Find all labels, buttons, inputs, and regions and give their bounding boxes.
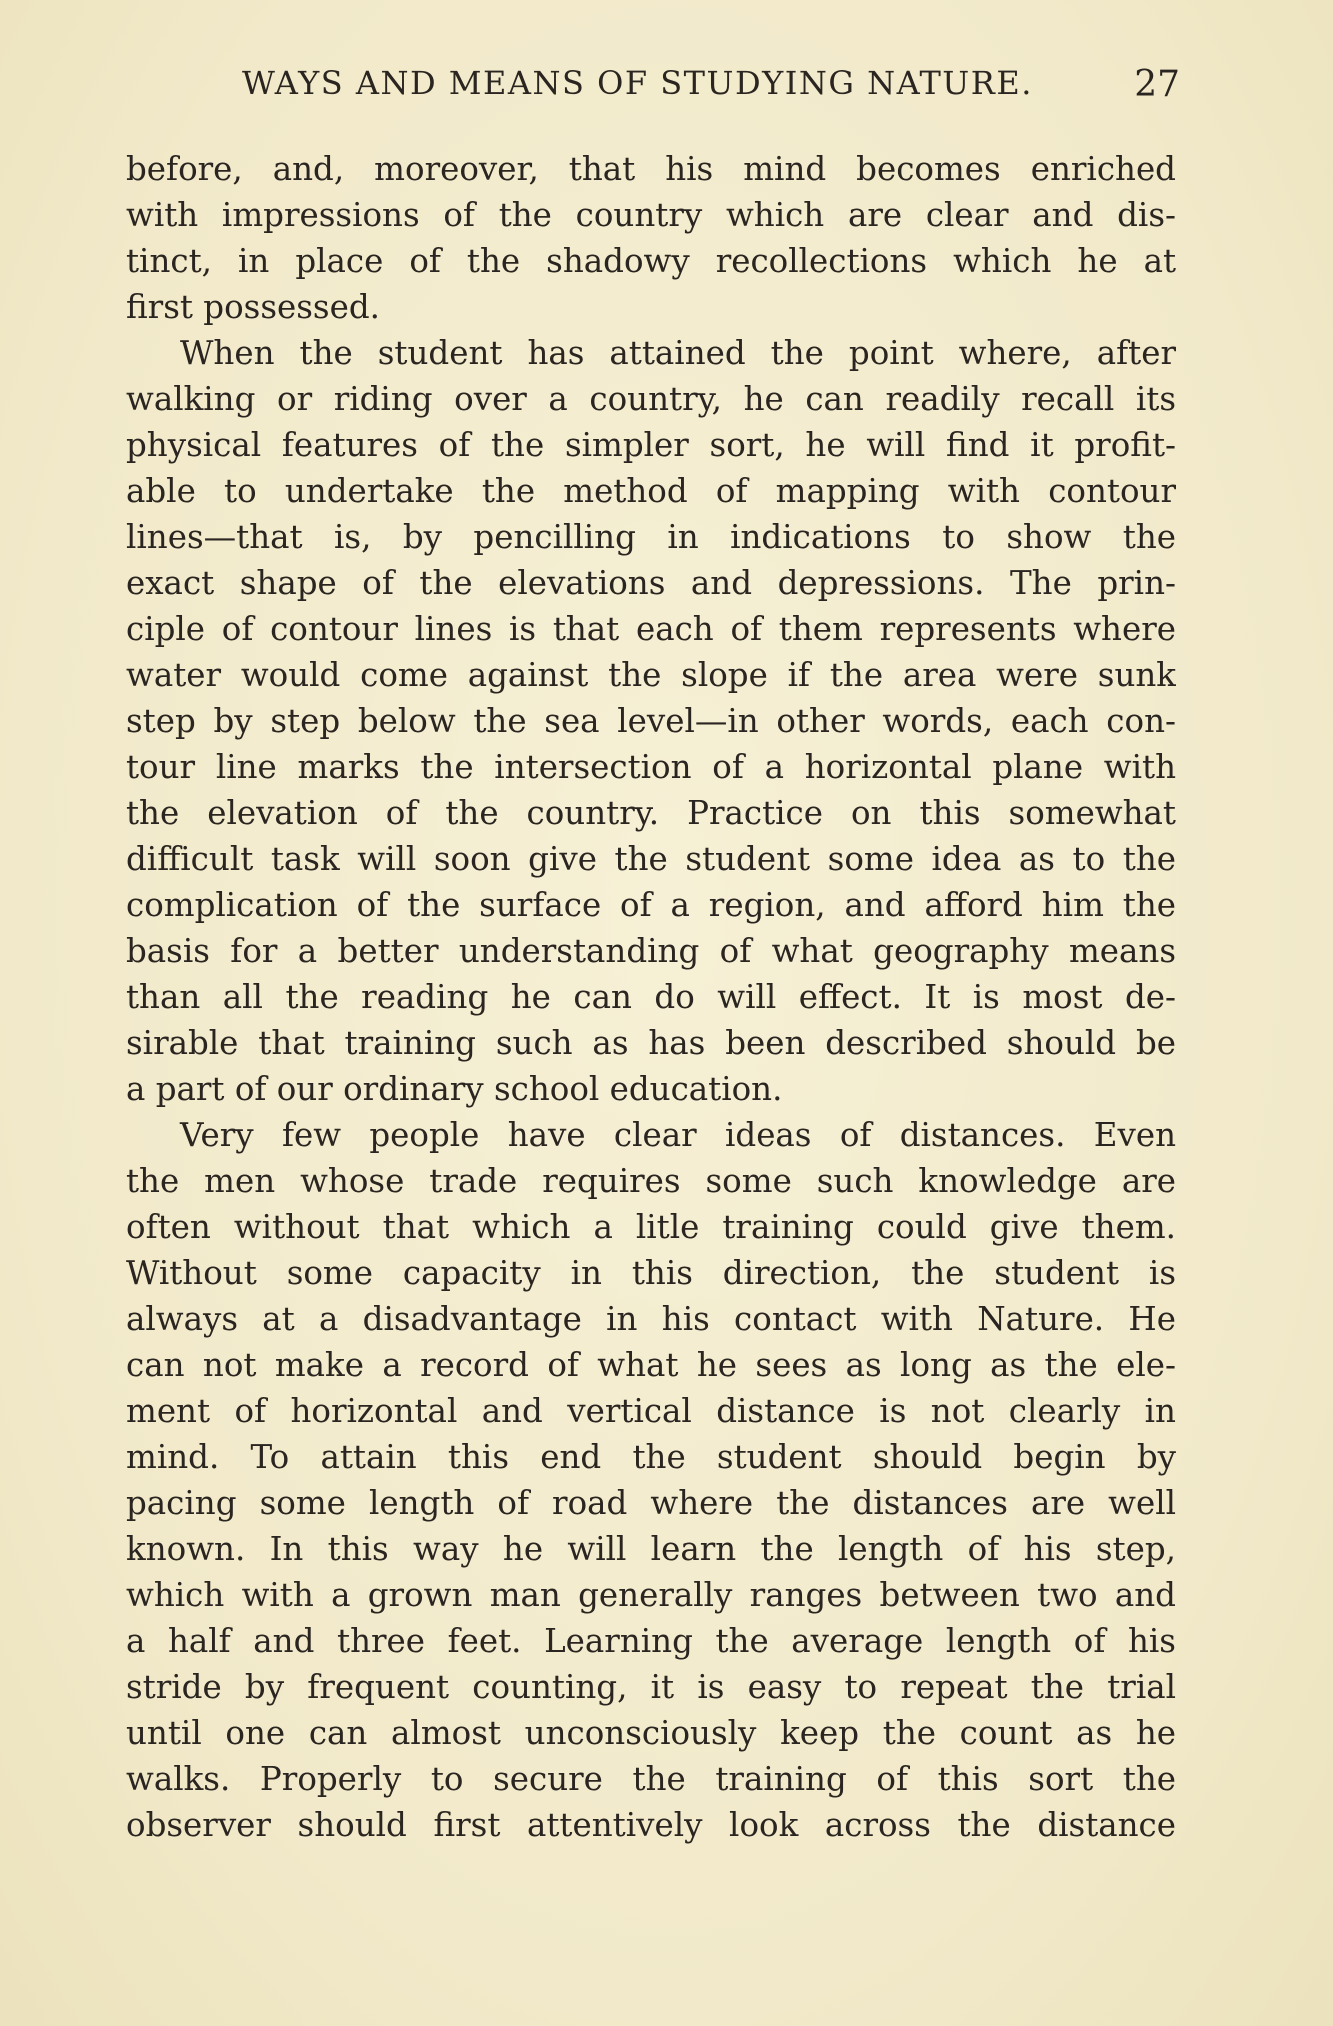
text-line: than all the reading he can do will effect. It is most de- <box>126 978 1176 1016</box>
text-line: ment of horizontal and vertical distance is not clearly in <box>126 1392 1176 1430</box>
text-line: until one can almost unconsciously keep the count as he <box>126 1714 1176 1752</box>
text-line: always at a disadvantage in his contact with Nature. He <box>126 1300 1176 1338</box>
text-line: a half and three feet. Learning the average length of his <box>126 1622 1176 1660</box>
text-line: observer should first attentively look across the distance <box>126 1806 1176 1844</box>
text-line: pacing some length of road where the distances are well <box>126 1484 1176 1522</box>
text-line: walks. Properly to secure the training of this sort the <box>126 1760 1176 1798</box>
page-number: 27 <box>1134 64 1180 105</box>
text-line: the men whose trade requires some such knowledge are <box>126 1162 1176 1200</box>
text-line: can not make a record of what he sees as long as the ele- <box>126 1346 1176 1384</box>
text-line: ciple of contour lines is that each of them represents where <box>126 610 1176 648</box>
text-line: lines—that is, by pencilling in indications to show the <box>126 518 1176 556</box>
text-line: water would come against the slope if the area were sunk <box>126 656 1176 694</box>
text-line: difficult task will soon give the student some idea as to the <box>126 840 1176 878</box>
running-title: WAYS AND MEANS OF STUDYING NATURE. <box>242 64 1033 102</box>
text-line: Without some capacity in this direction, the student is <box>126 1254 1176 1292</box>
text-line: tour line marks the intersection of a horizontal plane with <box>126 748 1176 786</box>
text-line: Very few people have clear ideas of distances. Even <box>180 1116 1176 1154</box>
text-line: often without that which a litle training could give them. <box>126 1208 1176 1246</box>
text-line: tinct, in place of the shadowy recollections which he at <box>126 242 1176 280</box>
text-line: before, and, moreover, that his mind becomes enriched <box>126 150 1176 188</box>
text-line: step by step below the sea level—in other words, each con- <box>126 702 1176 740</box>
text-line: When the student has attained the point where, after <box>180 334 1176 372</box>
body-text <box>126 146 1176 1848</box>
text-line: complication of the surface of a region, and afford him the <box>126 886 1176 924</box>
text-line: able to undertake the method of mapping with contour <box>126 472 1176 510</box>
text-line: stride by frequent counting, it is easy to repeat the trial <box>126 1668 1176 1706</box>
text-line: physical features of the simpler sort, he will find it profit- <box>126 426 1176 464</box>
text-line: which with a grown man generally ranges between two and <box>126 1576 1176 1614</box>
running-head <box>232 58 1190 108</box>
text-line: first possessed. <box>126 288 380 326</box>
text-line: a part of our ordinary school education. <box>126 1070 783 1108</box>
text-line: with impressions of the country which are clear and dis- <box>126 196 1176 234</box>
text-line: basis for a better understanding of what geography means <box>126 932 1176 970</box>
text-line: sirable that training such as has been described should be <box>126 1024 1176 1062</box>
text-line: walking or riding over a country, he can readily recall its <box>126 380 1176 418</box>
text-line: the elevation of the country. Practice on this somewhat <box>126 794 1176 832</box>
text-line: mind. To attain this end the student should begin by <box>126 1438 1176 1476</box>
text-line: known. In this way he will learn the length of his step, <box>126 1530 1176 1568</box>
text-line: exact shape of the elevations and depressions. The prin- <box>126 564 1176 602</box>
